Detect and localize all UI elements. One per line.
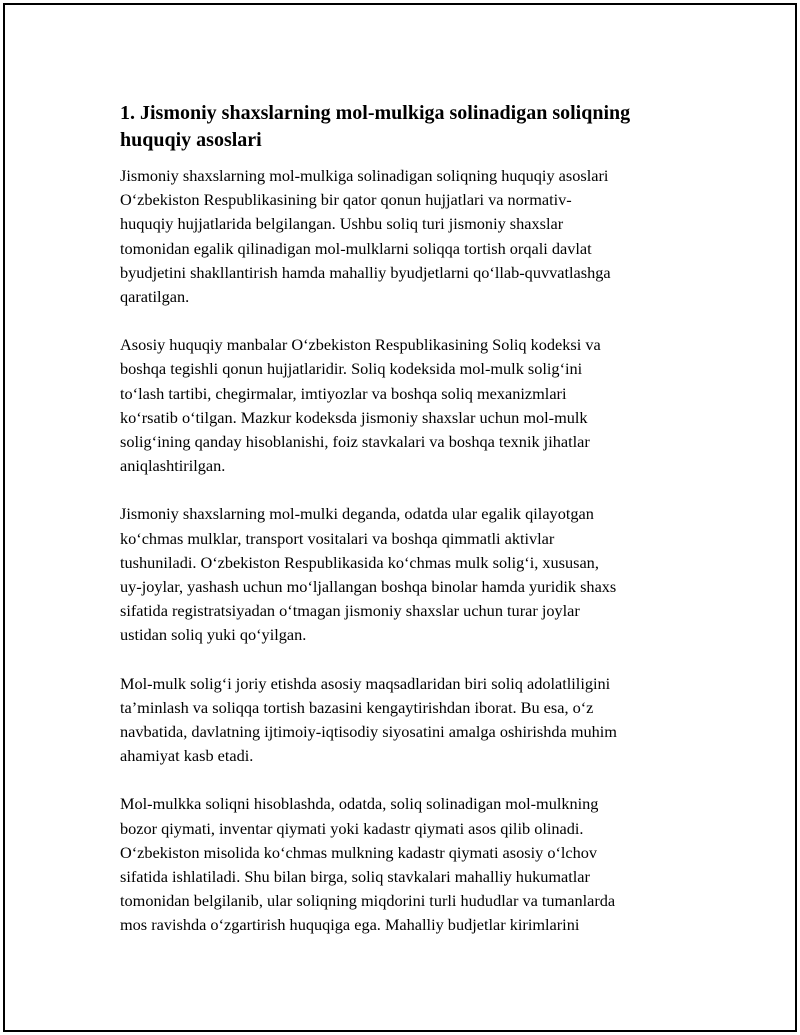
paragraph (120, 792, 690, 937)
text-line: navbatida, davlatning ijtimoiy-iqtisodiy siyosatini amalga oshirishda muhim (120, 722, 617, 742)
text-line: Mol-mulkka soliqni hisoblashda, odatda, soliq solinadigan mol-mulkning (120, 794, 599, 814)
text-line: byudjetini shakllantirish hamda mahalliy byudjetlarni qo‘llab-quvvatlashga (120, 262, 611, 282)
text-line: Jismoniy shaxslarning mol-mulkiga solinadigan soliqning huquqiy asoslari (120, 166, 609, 185)
paragraph (120, 502, 690, 647)
text-line: uy-joylar, yashash uchun mo‘ljallangan boshqa binolar hamda yuridik shaxs (120, 577, 617, 597)
text-line: ahamiyat kasb etadi. (120, 746, 254, 766)
page-frame (3, 3, 797, 1032)
text-line: tomonidan egalik qilinadigan mol-mulklarni soliqqa tortish orqali davlat (120, 238, 592, 258)
text-line: tushuniladi. O‘zbekiston Respublikasida ko‘chmas mulk solig‘i, xususan, (120, 552, 599, 572)
text-line: sifatida ishlatiladi. Shu bilan birga, soliq stavkalari mahalliy hukumatlar (120, 867, 590, 887)
text-line: O‘zbekiston Respublikasining bir qator qonun hujjatlari va normativ- (120, 190, 572, 210)
paragraph (120, 164, 690, 309)
text-line: aniqlashtirilgan. (120, 456, 226, 476)
text-line: tomonidan belgilanib, ular soliqning miqdorini turli hududlar va tumanlarda (120, 891, 616, 911)
text-line: O‘zbekiston misolida ko‘chmas mulkning kadastr qiymati asosiy o‘lchov (120, 842, 598, 862)
text-line: ko‘chmas mulklar, transport vositalari va boshqa qimmatli aktivlar (120, 528, 555, 548)
section-heading (120, 100, 690, 154)
text-line: bozor qiymati, inventar qiymati yoki kadastr qiymati asos qilib olinadi. (120, 818, 584, 838)
text-line: boshqa tegishli qonun hujjatlaridir. Soliq kodeksida mol-mulk solig‘ini (120, 359, 583, 379)
text-line: mos ravishda o‘zgartirish huquqiga ega. Mahalliy budjetlar kirimlarini (120, 915, 580, 935)
text-line: sifatida registratsiyadan o‘tmagan jismoniy shaxslar uchun turar joylar (120, 601, 580, 621)
heading-line: huquqiy asoslari (120, 129, 262, 151)
paragraph (120, 672, 690, 769)
text-line: Jismoniy shaxslarning mol-mulki deganda, odatda ular egalik qilayotgan (120, 504, 594, 524)
text-line: to‘lash tartibi, chegirmalar, imtiyozlar va boshqa soliq mexanizmlari (120, 383, 567, 403)
paragraph (120, 333, 690, 478)
text-line: qaratilgan. (120, 287, 190, 307)
text-line: huquqiy hujjatlarida belgilangan. Ushbu soliq turi jismoniy shaxslar (120, 214, 564, 234)
text-line: ko‘rsatib o‘tilgan. Mazkur kodeksda jismoniy shaxslar uchun mol-mulk (120, 407, 588, 427)
text-line: ustidan soliq yuki qo‘yilgan. (120, 625, 307, 645)
text-line: Asosiy huquqiy manbalar O‘zbekiston Respublikasining Soliq kodeksi va (120, 335, 601, 355)
text-line: Mol-mulk solig‘i joriy etishda asosiy maqsadlaridan biri soliq adolatliligini (120, 673, 611, 693)
heading-line: 1. Jismoniy shaxslarning mol-mulkiga solinadigan soliqning (120, 102, 631, 124)
text-line: ta’minlash va soliqqa tortish bazasini kengaytirishdan iborat. Bu esa, o‘z (120, 697, 594, 717)
text-line: solig‘ining qanday hisoblanishi, foiz stavkalari va boshqa texnik jihatlar (120, 432, 590, 452)
document-body (120, 100, 690, 962)
